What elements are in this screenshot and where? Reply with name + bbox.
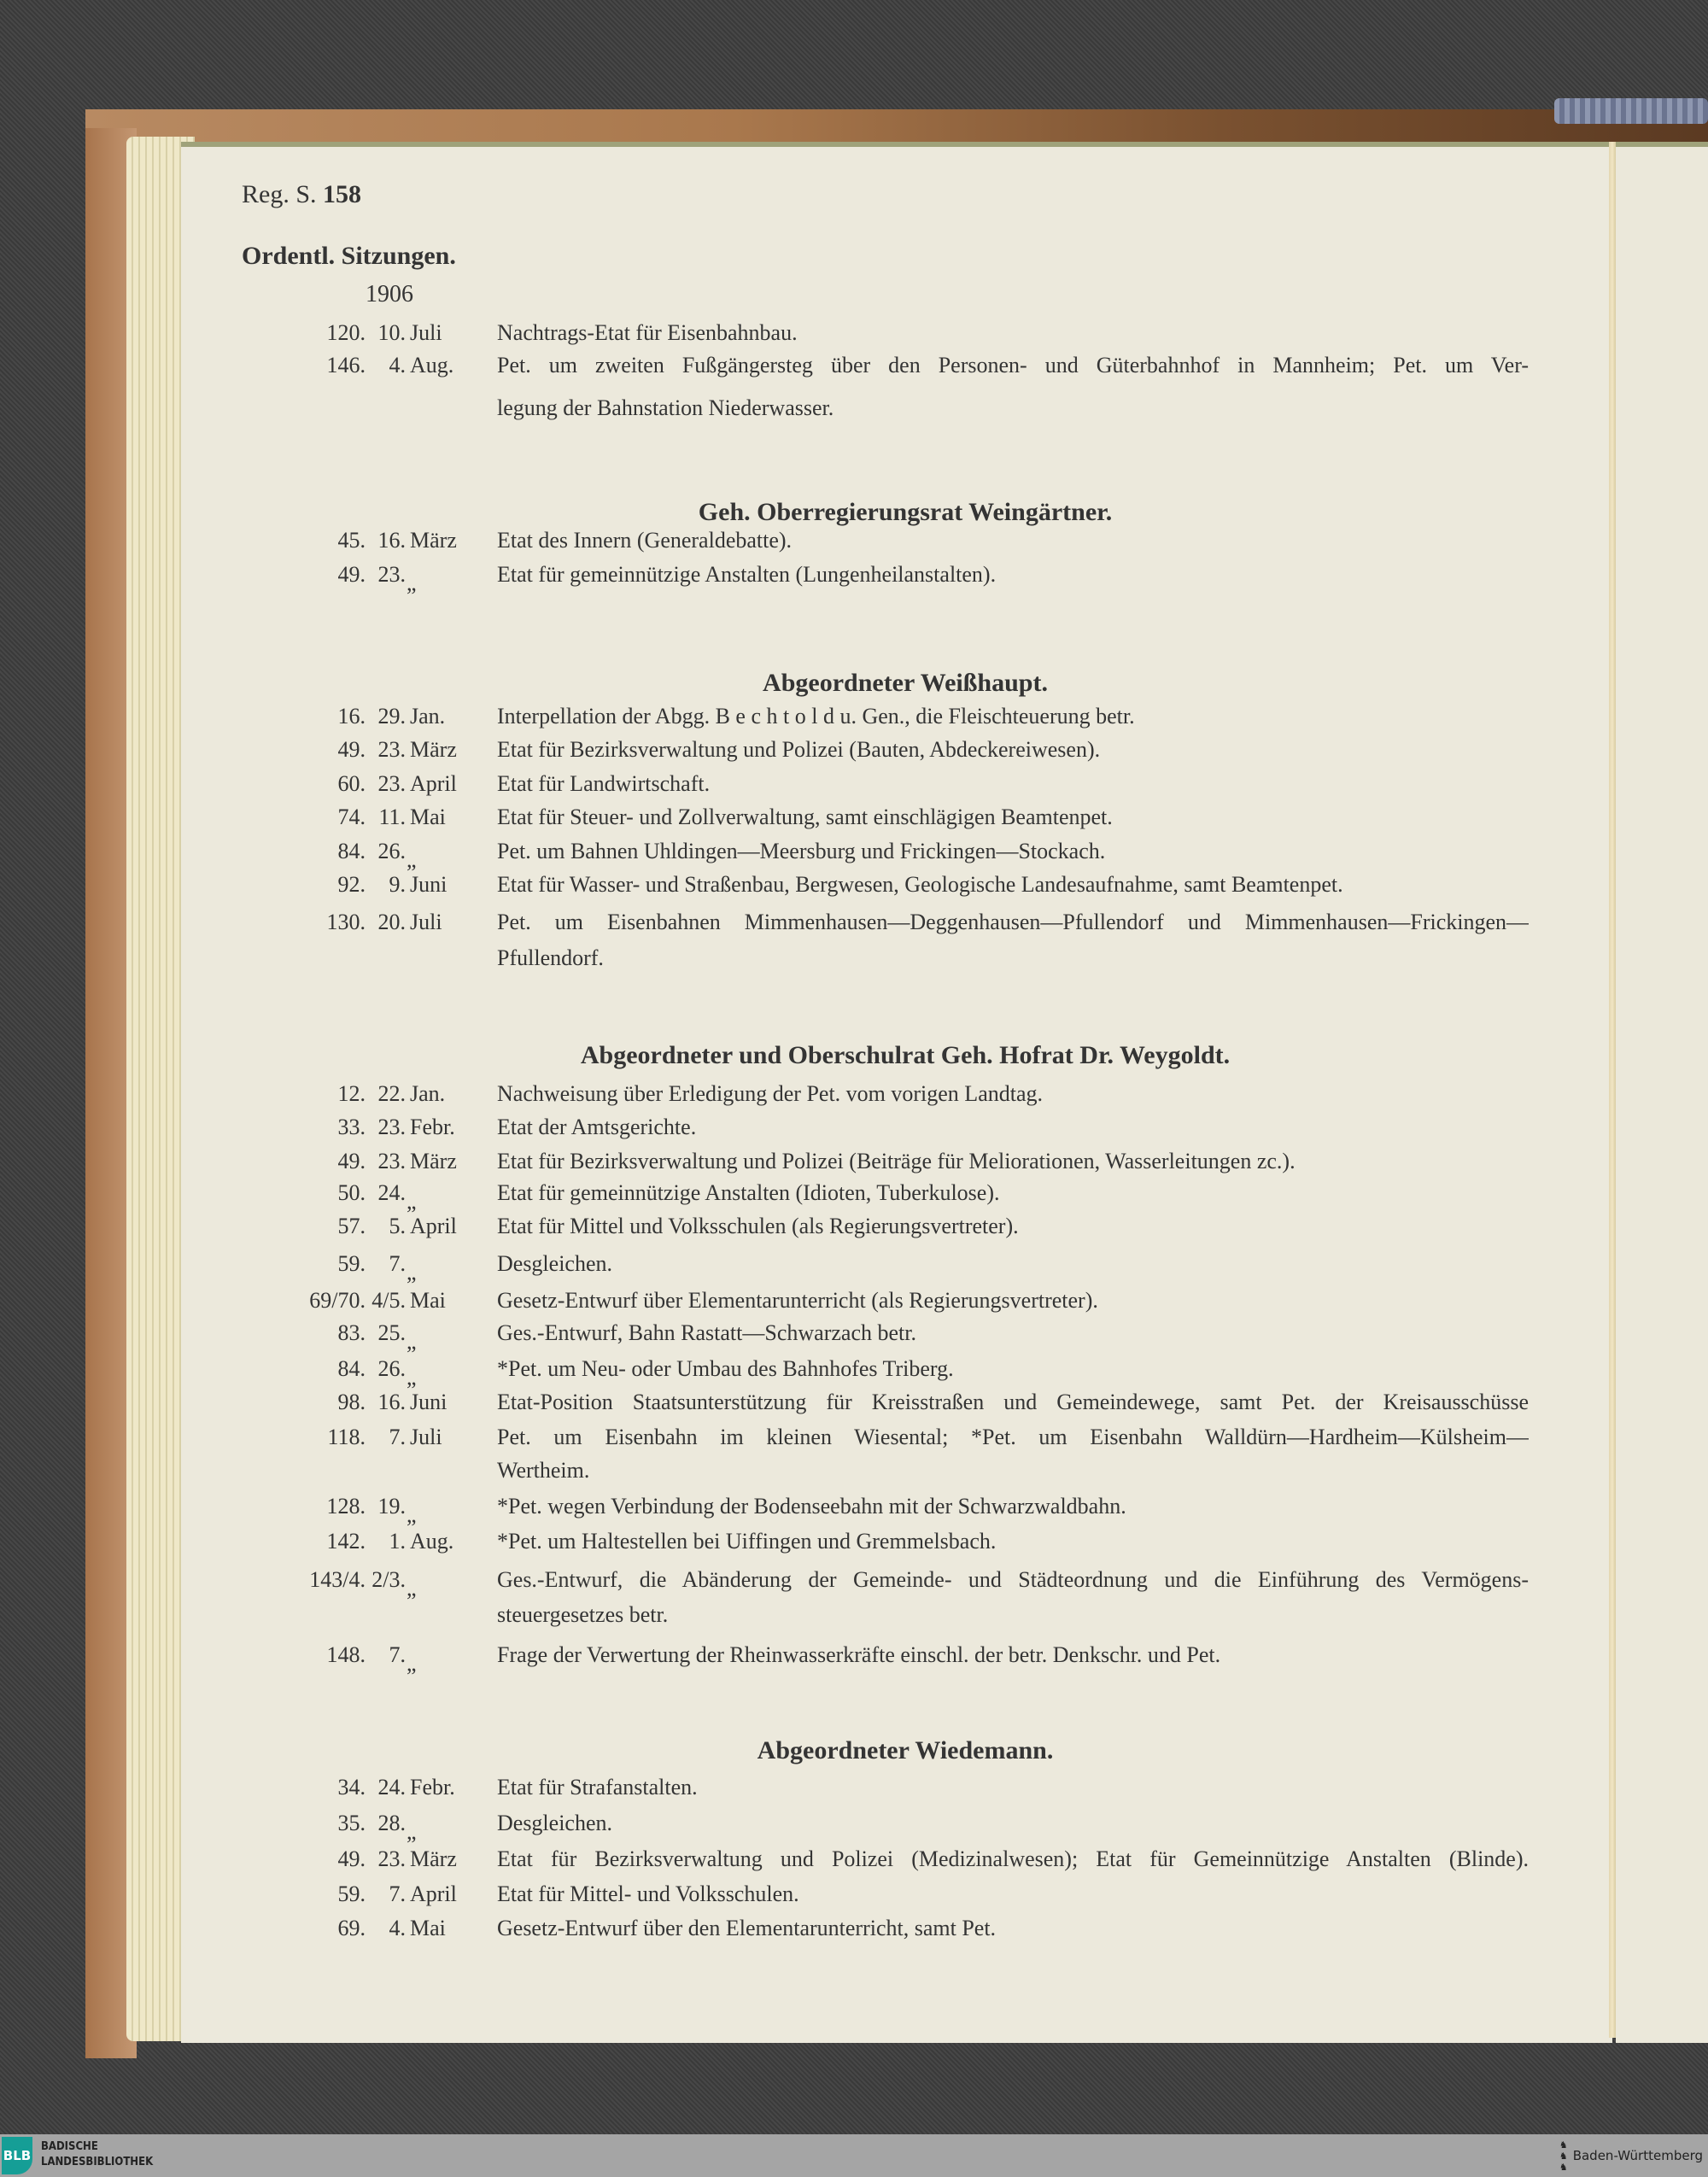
entry-day: 25.	[377, 1320, 406, 1345]
entry-number: 146.	[326, 353, 366, 377]
entry-text: Pfullendorf.	[497, 945, 604, 970]
entry-month: Mai	[410, 805, 446, 829]
entry-number: 49.	[337, 1846, 366, 1871]
entry-day: 4.	[389, 353, 406, 377]
entry-number: 59.	[337, 1881, 366, 1906]
entry-day: 5.	[389, 1214, 406, 1238]
book-gutter	[1609, 142, 1616, 2038]
lions-icon: ♞ ♞ ♞	[1559, 2139, 1568, 2173]
entry-number: 92.	[337, 872, 366, 897]
entry-text: *Pet. um Neu- oder Umbau des Bahnhofes Triberg.	[497, 1356, 954, 1381]
entry-month: Juli	[410, 1425, 442, 1449]
entry-month: März	[410, 1149, 457, 1173]
entry-number: 59.	[337, 1251, 366, 1276]
entry-day: 24.	[377, 1180, 406, 1205]
entry-month: März	[410, 1846, 457, 1871]
entry-day: 7.	[389, 1881, 406, 1906]
entry-text: Etat der Amtsgerichte.	[497, 1115, 697, 1139]
entry-number: 49.	[337, 737, 366, 762]
section-heading: Geh. Oberregierungsrat Weingärtner.	[698, 498, 1113, 526]
entry-text: Etat für Bezirksverwaltung und Polizei (Medizinalwesen); Etat für Gemeinnützige Anstalten (Blinde).	[497, 1846, 1529, 1871]
entry-number: 74.	[337, 805, 366, 829]
entry-day: 23.	[377, 1846, 406, 1871]
entry-number: 128.	[326, 1494, 366, 1519]
entry-day: 16.	[377, 1390, 406, 1414]
entry-month: Febr.	[410, 1115, 455, 1139]
ditto-mark: „	[407, 1365, 417, 1390]
blb-logo[interactable]: BLB	[2, 2137, 32, 2174]
entry-day: 9.	[389, 872, 406, 897]
entry-month: Juli	[410, 910, 442, 934]
entry-text: *Pet. wegen Verbindung der Bodenseebahn mit der Schwarzwaldbahn.	[497, 1494, 1126, 1519]
entry-number: 34.	[337, 1775, 366, 1800]
entry-text: Gesetz-Entwurf über Elementarunterricht (als Regierungsvertreter).	[497, 1288, 1098, 1313]
entry-day: 24.	[377, 1775, 406, 1800]
entry-text: Etat für gemeinnützige Anstalten (Lungenheilanstalten).	[497, 562, 997, 587]
book-headband	[1554, 98, 1708, 124]
state-logo[interactable]	[1559, 2138, 1703, 2174]
entry-text: Wertheim.	[497, 1458, 590, 1483]
entry-number: 33.	[337, 1115, 366, 1139]
entry-text: Etat für Wasser- und Straßenbau, Bergwesen, Geologische Landesaufnahme, samt Beamtenpet.	[497, 872, 1343, 897]
entry-number: 143/4.	[309, 1567, 366, 1592]
ditto-mark: „	[407, 1189, 417, 1214]
entry-day: 23.	[377, 1115, 406, 1139]
entry-day: 29.	[377, 704, 406, 729]
page-reference	[242, 178, 361, 212]
entry-text: Pet. um Bahnen Uhldingen—Meersburg und Frickingen—Stockach.	[497, 839, 1106, 863]
entry-number: 118.	[327, 1425, 366, 1449]
ditto-mark: „	[407, 1260, 417, 1285]
entry-day: 26.	[377, 839, 406, 863]
entry-month: Aug.	[410, 353, 454, 377]
entry-text: steuergesetzes betr.	[497, 1602, 669, 1627]
entry-day: 7.	[389, 1425, 406, 1449]
entry-text: Desgleichen.	[497, 1251, 613, 1276]
state-name: Baden-Württemberg	[1572, 2148, 1703, 2163]
library-name-line-2: LANDESBIBLIOTHEK	[41, 2156, 154, 2168]
entry-number: 49.	[337, 562, 366, 587]
entry-number: 83.	[337, 1320, 366, 1345]
entry-day: 4.	[389, 1916, 406, 1940]
entry-day: 19.	[377, 1494, 406, 1519]
library-name	[41, 2139, 153, 2170]
entry-day: 26.	[377, 1356, 406, 1381]
ditto-mark: „	[407, 1576, 417, 1601]
entry-day: 22.	[377, 1081, 406, 1106]
entry-number: 49.	[337, 1149, 366, 1173]
entry-month: Mai	[410, 1916, 446, 1940]
entry-number: 130.	[326, 910, 366, 934]
entry-number: 98.	[337, 1390, 366, 1414]
entry-text: Nachweisung über Erledigung der Pet. vom vorigen Landtag.	[497, 1081, 1043, 1106]
section-heading: Abgeordneter Weißhaupt.	[763, 669, 1048, 697]
entry-day: 20.	[377, 910, 406, 934]
entry-text: Frage der Verwertung der Rheinwasserkräfte einschl. der betr. Denkschr. und Pet.	[497, 1642, 1221, 1667]
entry-text: Etat für Mittel und Volksschulen (als Regierungsvertreter).	[497, 1214, 1019, 1238]
entry-month: Jan.	[410, 704, 446, 729]
entry-number: 142.	[326, 1529, 366, 1554]
entry-text: Nachtrags-Etat für Eisenbahnbau.	[497, 320, 798, 345]
ditto-mark: „	[407, 1329, 417, 1354]
entry-number: 84.	[337, 839, 366, 863]
facing-page	[1616, 142, 1708, 2043]
entry-day: 23.	[377, 1149, 406, 1173]
entry-day: 11.	[378, 805, 406, 829]
entry-month: März	[410, 737, 457, 762]
entry-day: 1.	[389, 1529, 406, 1554]
ditto-mark: „	[407, 571, 417, 595]
entry-text: Pet. um Eisenbahnen Mimmenhausen—Deggenhausen—Pfullendorf und Mimmenhausen—Frickingen—	[497, 910, 1529, 934]
entry-month: April	[410, 771, 457, 796]
entry-day: 23.	[377, 737, 406, 762]
entry-text: Desgleichen.	[497, 1811, 613, 1835]
entry-number: 120.	[326, 320, 366, 345]
footer-banner	[0, 2134, 1708, 2177]
entry-text: legung der Bahnstation Niederwasser.	[497, 395, 834, 420]
entry-month: April	[410, 1881, 457, 1906]
entry-text: Ges.-Entwurf, die Abänderung der Gemeinde- und Städteordnung und die Einführung des Vermögens-	[497, 1567, 1529, 1592]
entry-text: Etat für Landwirtschaft.	[497, 771, 711, 796]
entry-month: Juni	[410, 1390, 447, 1414]
entry-text: *Pet. um Haltestellen bei Uiffingen und Gremmelsbach.	[497, 1529, 997, 1554]
ditto-mark: „	[407, 847, 417, 872]
entry-text: Ges.-Entwurf, Bahn Rastatt—Schwarzach betr.	[497, 1320, 916, 1345]
year-label: 1906	[366, 281, 413, 307]
entry-number: 50.	[337, 1180, 366, 1205]
entry-month: April	[410, 1214, 457, 1238]
entry-number: 69/70.	[309, 1288, 366, 1313]
ditto-mark: „	[407, 1651, 417, 1676]
entry-number: 16.	[337, 704, 366, 729]
entry-day: 23.	[377, 771, 406, 796]
entry-month: Juli	[410, 320, 442, 345]
entry-day: 28.	[377, 1811, 406, 1835]
entry-day: 7.	[389, 1251, 406, 1276]
entry-number: 35.	[337, 1811, 366, 1835]
entry-month: Aug.	[410, 1529, 454, 1554]
entry-number: 57.	[337, 1214, 366, 1238]
entry-text: Pet. um Eisenbahn im kleinen Wiesental; *Pet. um Eisenbahn Walldürn—Hardheim—Külsheim—	[497, 1425, 1529, 1449]
entry-text: Etat-Position Staatsunterstützung für Kreisstraßen und Gemeindewege, samt Pet. der Kreisausschüsse	[497, 1390, 1529, 1414]
entry-month: Mai	[410, 1288, 446, 1313]
entry-number: 148.	[326, 1642, 366, 1667]
entry-text: Etat für Mittel- und Volksschulen.	[497, 1881, 799, 1906]
page-ref-prefix: Reg. S.	[242, 180, 317, 208]
entry-day: 10.	[377, 320, 406, 345]
entry-number: 45.	[337, 528, 366, 553]
entry-number: 12.	[337, 1081, 366, 1106]
entry-text: Etat für gemeinnützige Anstalten (Idioten, Tuberkulose).	[497, 1180, 1000, 1205]
entry-text: Etat des Innern (Generaldebatte).	[497, 528, 793, 553]
page-ref-number: 158	[323, 180, 362, 208]
entry-text: Gesetz-Entwurf über den Elementarunterricht, samt Pet.	[497, 1916, 997, 1940]
entry-text: Interpellation der Abgg. B e c h t o l d u. Gen., die Fleischteuerung betr.	[497, 704, 1135, 729]
library-name-line-1: BADISCHE	[41, 2140, 98, 2153]
entry-month: Febr.	[410, 1775, 455, 1800]
entry-number: 84.	[337, 1356, 366, 1381]
entry-month: Jan.	[410, 1081, 446, 1106]
entry-text: Etat für Steuer- und Zollverwaltung, samt einschlägigen Beamtenpet.	[497, 805, 1113, 829]
section-heading: Abgeordneter und Oberschulrat Geh. Hofrat Dr. Weygoldt.	[580, 1041, 1231, 1069]
entry-day: 7.	[389, 1642, 406, 1667]
entry-day: 23.	[377, 562, 406, 587]
section-label: Ordentl. Sitzungen.	[242, 242, 456, 270]
ditto-mark: „	[407, 1819, 417, 1844]
section-heading: Abgeordneter Wiedemann.	[757, 1736, 1054, 1764]
entry-day: 2/3.	[371, 1567, 406, 1592]
entry-day: 4/5.	[371, 1288, 406, 1313]
entry-text: Etat für Strafanstalten.	[497, 1775, 698, 1800]
entry-text: Pet. um zweiten Fußgängersteg über den Personen- und Güterbahnhof in Mannheim; Pet. um Ver-	[497, 353, 1529, 377]
entry-month: März	[410, 528, 457, 553]
entry-number: 60.	[337, 771, 366, 796]
entry-month: Juni	[410, 872, 447, 897]
entry-text: Etat für Bezirksverwaltung und Polizei (Bauten, Abdeckereiwesen).	[497, 737, 1101, 762]
entry-day: 16.	[377, 528, 406, 553]
ditto-mark: „	[407, 1502, 417, 1527]
entry-text: Etat für Bezirksverwaltung und Polizei (Beiträge für Meliorationen, Wasserleitungen zc.).	[497, 1149, 1296, 1173]
entry-number: 69.	[337, 1916, 366, 1940]
